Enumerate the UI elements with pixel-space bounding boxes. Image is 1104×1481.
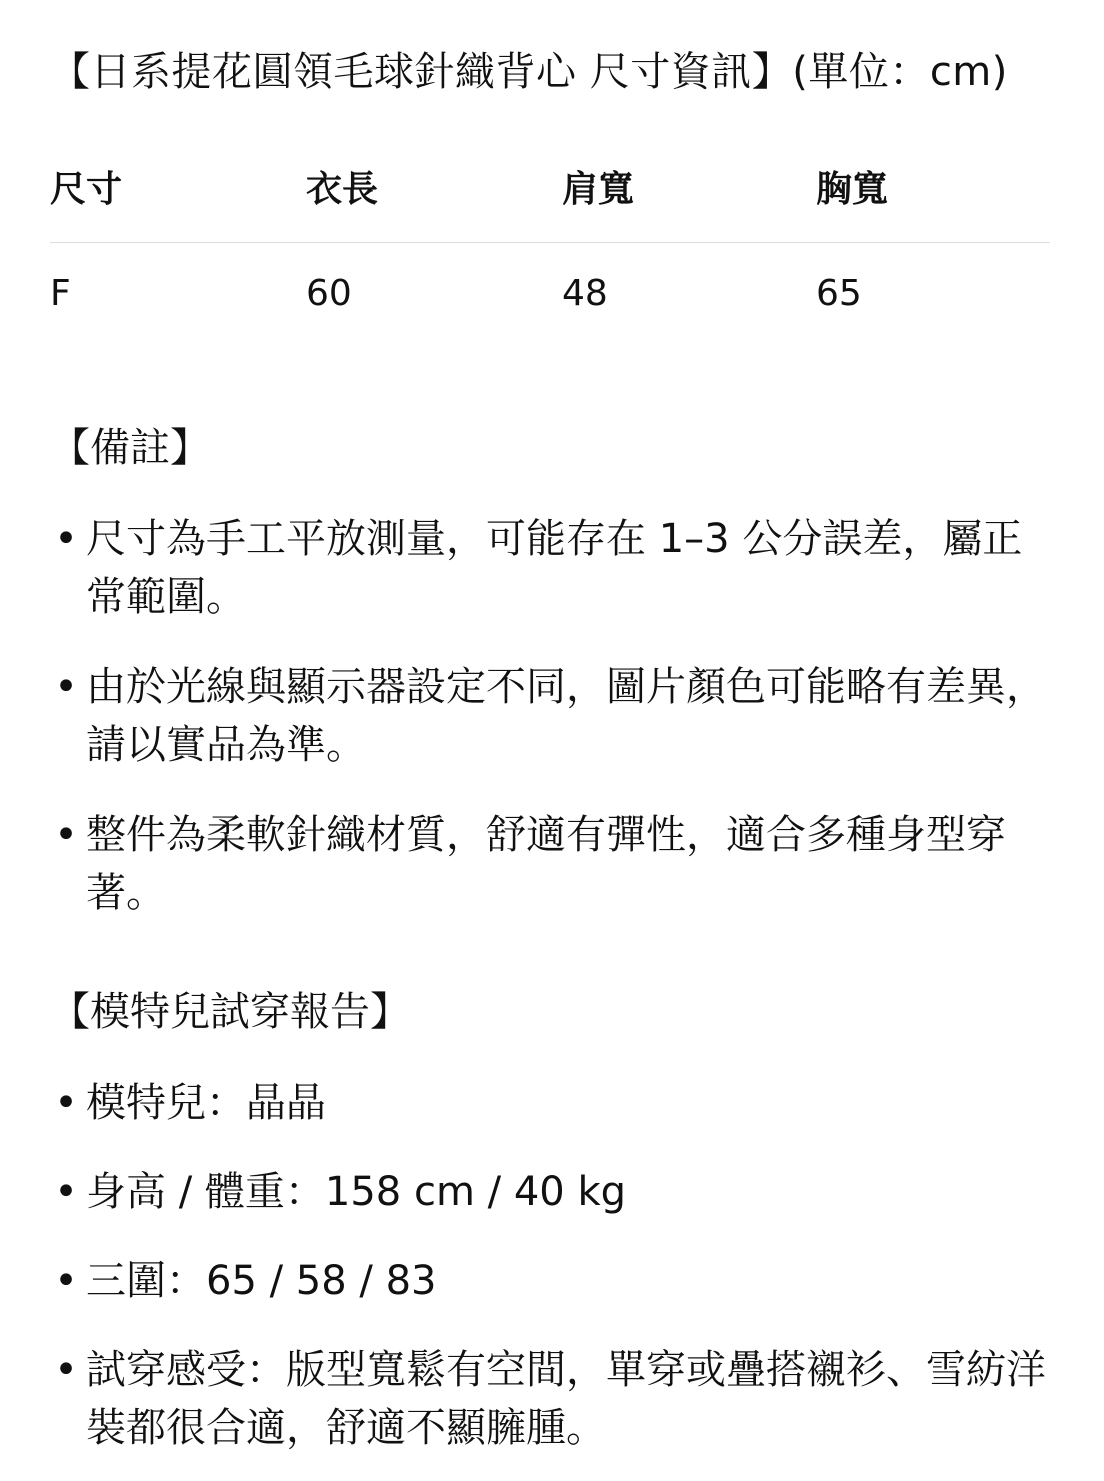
fit-feedback: 試穿感受：版型寬鬆有空間，單穿或疊搭襯衫、雪紡洋裝都很合適，舒適不顯臃腫。 [86, 1347, 1046, 1451]
bullet-icon: • [54, 1258, 78, 1304]
header-chest: 胸寬 [816, 169, 889, 210]
model-report-heading: 【模特兒試穿報告】 [50, 989, 410, 1035]
note-text: 由於光線與顯示器設定不同，圖片顏色可能略有差異，請以實品為準。 [86, 664, 1046, 768]
cell-length: 60 [306, 273, 352, 314]
model-measurements: 三圍：65 / 58 / 83 [86, 1258, 437, 1304]
bullet-icon: • [54, 516, 78, 562]
note-text: 尺寸為手工平放測量，可能存在 1–3 公分誤差，屬正常範圍。 [86, 516, 1023, 620]
model-height-weight: 身高 / 體重：158 cm / 40 kg [86, 1169, 626, 1215]
cell-size: F [50, 273, 71, 314]
bullet-icon: • [54, 664, 78, 710]
note-text: 整件為柔軟針織材質，舒適有彈性，適合多種身型穿著。 [86, 812, 1006, 916]
bullet-icon: • [54, 1169, 78, 1215]
cell-chest: 65 [816, 273, 862, 314]
header-length: 衣長 [306, 169, 379, 210]
table-divider [50, 242, 1050, 243]
cell-shoulder: 48 [562, 273, 608, 314]
page-title: 【日系提花圓領毛球針織背心 尺寸資訊】(單位：cm) [50, 49, 1008, 95]
table-row [50, 264, 1050, 324]
bullet-icon: • [54, 812, 78, 858]
bullet-icon: • [54, 1347, 78, 1393]
model-name: 模特兒：晶晶 [86, 1080, 326, 1126]
table-header-row [50, 160, 1050, 220]
notes-heading: 【備註】 [50, 425, 210, 471]
size-table [50, 160, 1050, 314]
bullet-icon: • [54, 1080, 78, 1126]
header-size: 尺寸 [50, 169, 123, 210]
header-shoulder: 肩寬 [562, 169, 635, 210]
